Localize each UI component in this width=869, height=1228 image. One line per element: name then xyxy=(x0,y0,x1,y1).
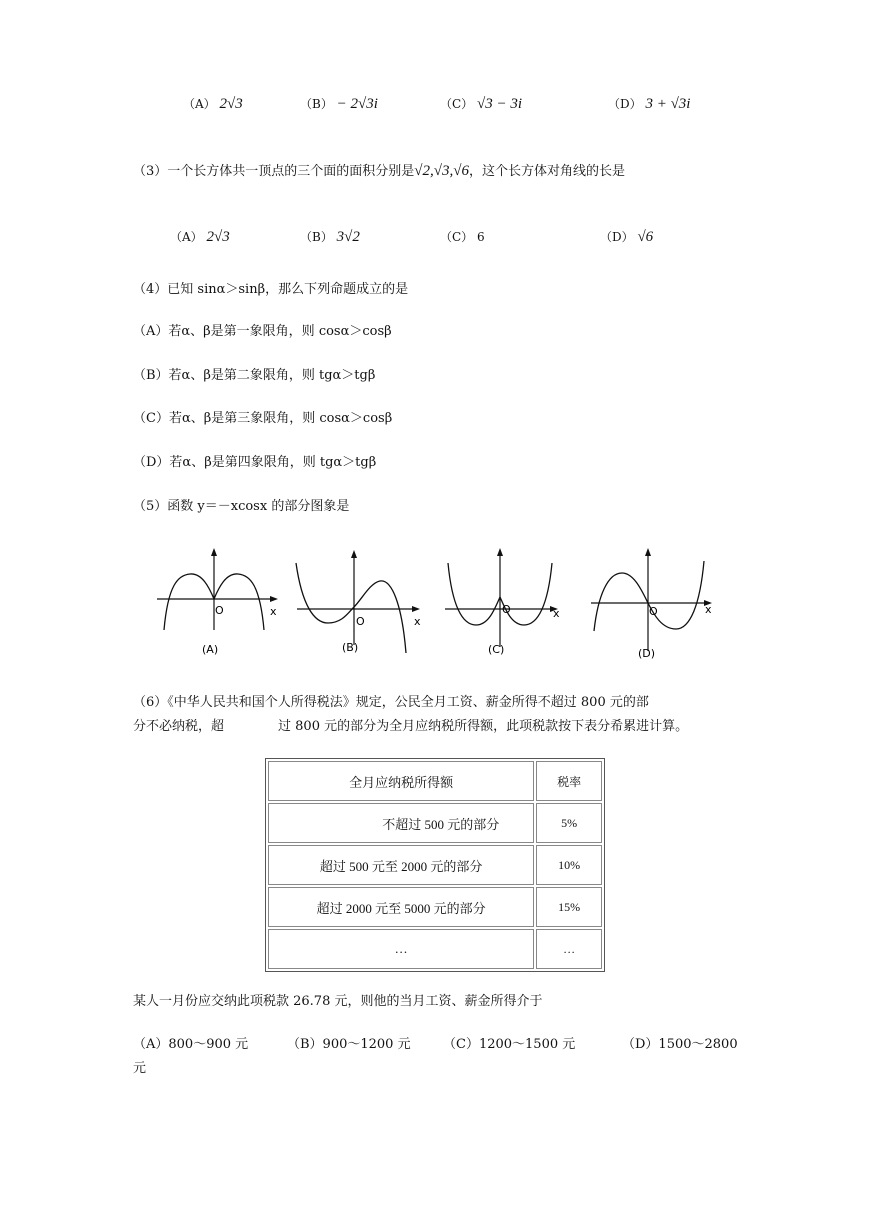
q3-option-b-label: （B） xyxy=(300,230,333,244)
q2-option-d-label: （D） xyxy=(608,97,642,111)
graph-c xyxy=(440,545,580,660)
q3-option-c xyxy=(440,228,485,245)
graph-d-y-arrow xyxy=(645,548,651,556)
table-cell-income: 超过 500 元至 2000 元的部分 xyxy=(268,845,534,885)
graph-a-x-arrow xyxy=(270,596,278,602)
q3-option-a xyxy=(170,228,230,246)
q5-stem: （5）函数 y＝－xcosx 的部分图象是 xyxy=(133,499,350,514)
q2-option-c xyxy=(440,95,522,113)
table-row xyxy=(268,887,602,927)
q6-option-b: （B）900～1200 元 xyxy=(287,1037,411,1052)
q2-option-d xyxy=(608,95,690,113)
graph-d-caption: (D) xyxy=(638,647,656,660)
table-cell-rate: … xyxy=(536,929,602,969)
table-cell-income: 超过 2000 元至 5000 元的部分 xyxy=(268,887,534,927)
table-row xyxy=(268,929,602,969)
graph-a xyxy=(152,545,292,660)
table-cell-rate: 5% xyxy=(536,803,602,843)
q2-option-a-label: （A） xyxy=(183,97,216,111)
table-header-rate: 税率 xyxy=(536,761,602,801)
table-cell-income: … xyxy=(268,929,534,969)
q6-option-a: （A）800～900 元 xyxy=(133,1037,249,1052)
graph-b-curve xyxy=(296,563,406,653)
q2-option-a xyxy=(183,95,243,113)
q6-line2 xyxy=(133,714,688,740)
q3-stem-before: （3）一个长方体共一顶点的三个面的面积分别是 xyxy=(133,164,415,179)
graph-a-caption: (A) xyxy=(202,643,219,656)
q3-option-d xyxy=(600,228,653,246)
q3-option-b-value: 3√2 xyxy=(336,229,360,245)
q2-option-b xyxy=(300,95,378,113)
q2-option-d-value: 3 + √3i xyxy=(645,96,691,112)
table-header-row xyxy=(268,761,602,801)
q3-formula: √2,√3,√6 xyxy=(414,163,469,179)
graph-d-curve xyxy=(594,561,704,631)
graph-b-x-arrow xyxy=(412,606,420,612)
table-cell-rate: 15% xyxy=(536,887,602,927)
graph-d-x-label: x xyxy=(705,603,712,616)
graph-a-x-label: x xyxy=(270,605,277,618)
q6-line2-part1: 分不必纳税，超 xyxy=(133,719,225,734)
q6-option-d-continued: 元 xyxy=(133,1061,147,1076)
q3-option-c-value: 6 xyxy=(477,230,485,244)
graph-b-x-label: x xyxy=(414,615,421,628)
graph-d xyxy=(586,545,726,660)
graph-c-origin: O xyxy=(502,603,511,616)
graph-a-origin: O xyxy=(215,604,224,617)
graph-b xyxy=(292,545,432,660)
q6-option-d: （D）1500～2800 xyxy=(622,1037,738,1052)
graph-a-y-arrow xyxy=(211,548,217,556)
table-row xyxy=(268,803,602,843)
q3-option-d-label: （D） xyxy=(600,230,634,244)
q4-option-b: （B）若α、β是第二象限角，则 tgα＞tgβ xyxy=(133,368,376,383)
q3-stem xyxy=(133,160,625,180)
q6-line2-part2: 过 800 元的部分为全月应纳税所得额，此项税款按下表分希累进计算。 xyxy=(278,719,689,734)
q3-option-d-value: √6 xyxy=(637,229,654,245)
q4-stem: （4）已知 sinα＞sinβ，那么下列命题成立的是 xyxy=(133,282,409,297)
q3-option-a-value: 2√3 xyxy=(206,229,230,245)
graph-b-origin: O xyxy=(356,615,365,628)
graph-c-x-label: x xyxy=(553,607,560,620)
q6-question: 某人一月份应交纳此项税款 26.78 元，则他的当月工资、薪金所得介于 xyxy=(133,994,543,1009)
graph-c-caption: (C) xyxy=(488,643,505,656)
table-row xyxy=(268,845,602,885)
q4-option-d: （D）若α、β是第四象限角，则 tgα＞tgβ xyxy=(133,455,377,470)
tax-rate-table xyxy=(265,758,605,972)
graph-c-y-arrow xyxy=(497,548,503,556)
graph-d-origin: O xyxy=(649,605,658,618)
graph-b-y-arrow xyxy=(351,550,357,558)
graph-b-caption: (B) xyxy=(342,641,359,654)
q3-option-c-label: （C） xyxy=(440,230,474,244)
q4-option-c: （C）若α、β是第三象限角，则 cosα＞cosβ xyxy=(133,411,393,426)
q2-option-a-value: 2√3 xyxy=(219,96,243,112)
q2-option-c-label: （C） xyxy=(440,97,474,111)
table-header-income: 全月应纳税所得额 xyxy=(268,761,534,801)
q3-option-b xyxy=(300,228,360,246)
q4-option-a: （A）若α、β是第一象限角，则 cosα＞cosβ xyxy=(133,324,392,339)
q2-option-b-value: − 2√3i xyxy=(336,96,378,112)
q6-line1: （6）《中华人民共和国个人所得税法》规定，公民全月工资、薪金所得不超过 800 元的部 xyxy=(133,695,649,710)
q2-option-c-value: √3 − 3i xyxy=(477,96,523,112)
table-cell-rate: 10% xyxy=(536,845,602,885)
q6-option-c: （C）1200～1500 元 xyxy=(443,1037,576,1052)
table-cell-income: 不超过 500 元的部分 xyxy=(268,803,534,843)
q3-option-a-label: （A） xyxy=(170,230,203,244)
q2-option-b-label: （B） xyxy=(300,97,333,111)
q3-stem-after: ，这个长方体对角线的长是 xyxy=(468,164,625,179)
